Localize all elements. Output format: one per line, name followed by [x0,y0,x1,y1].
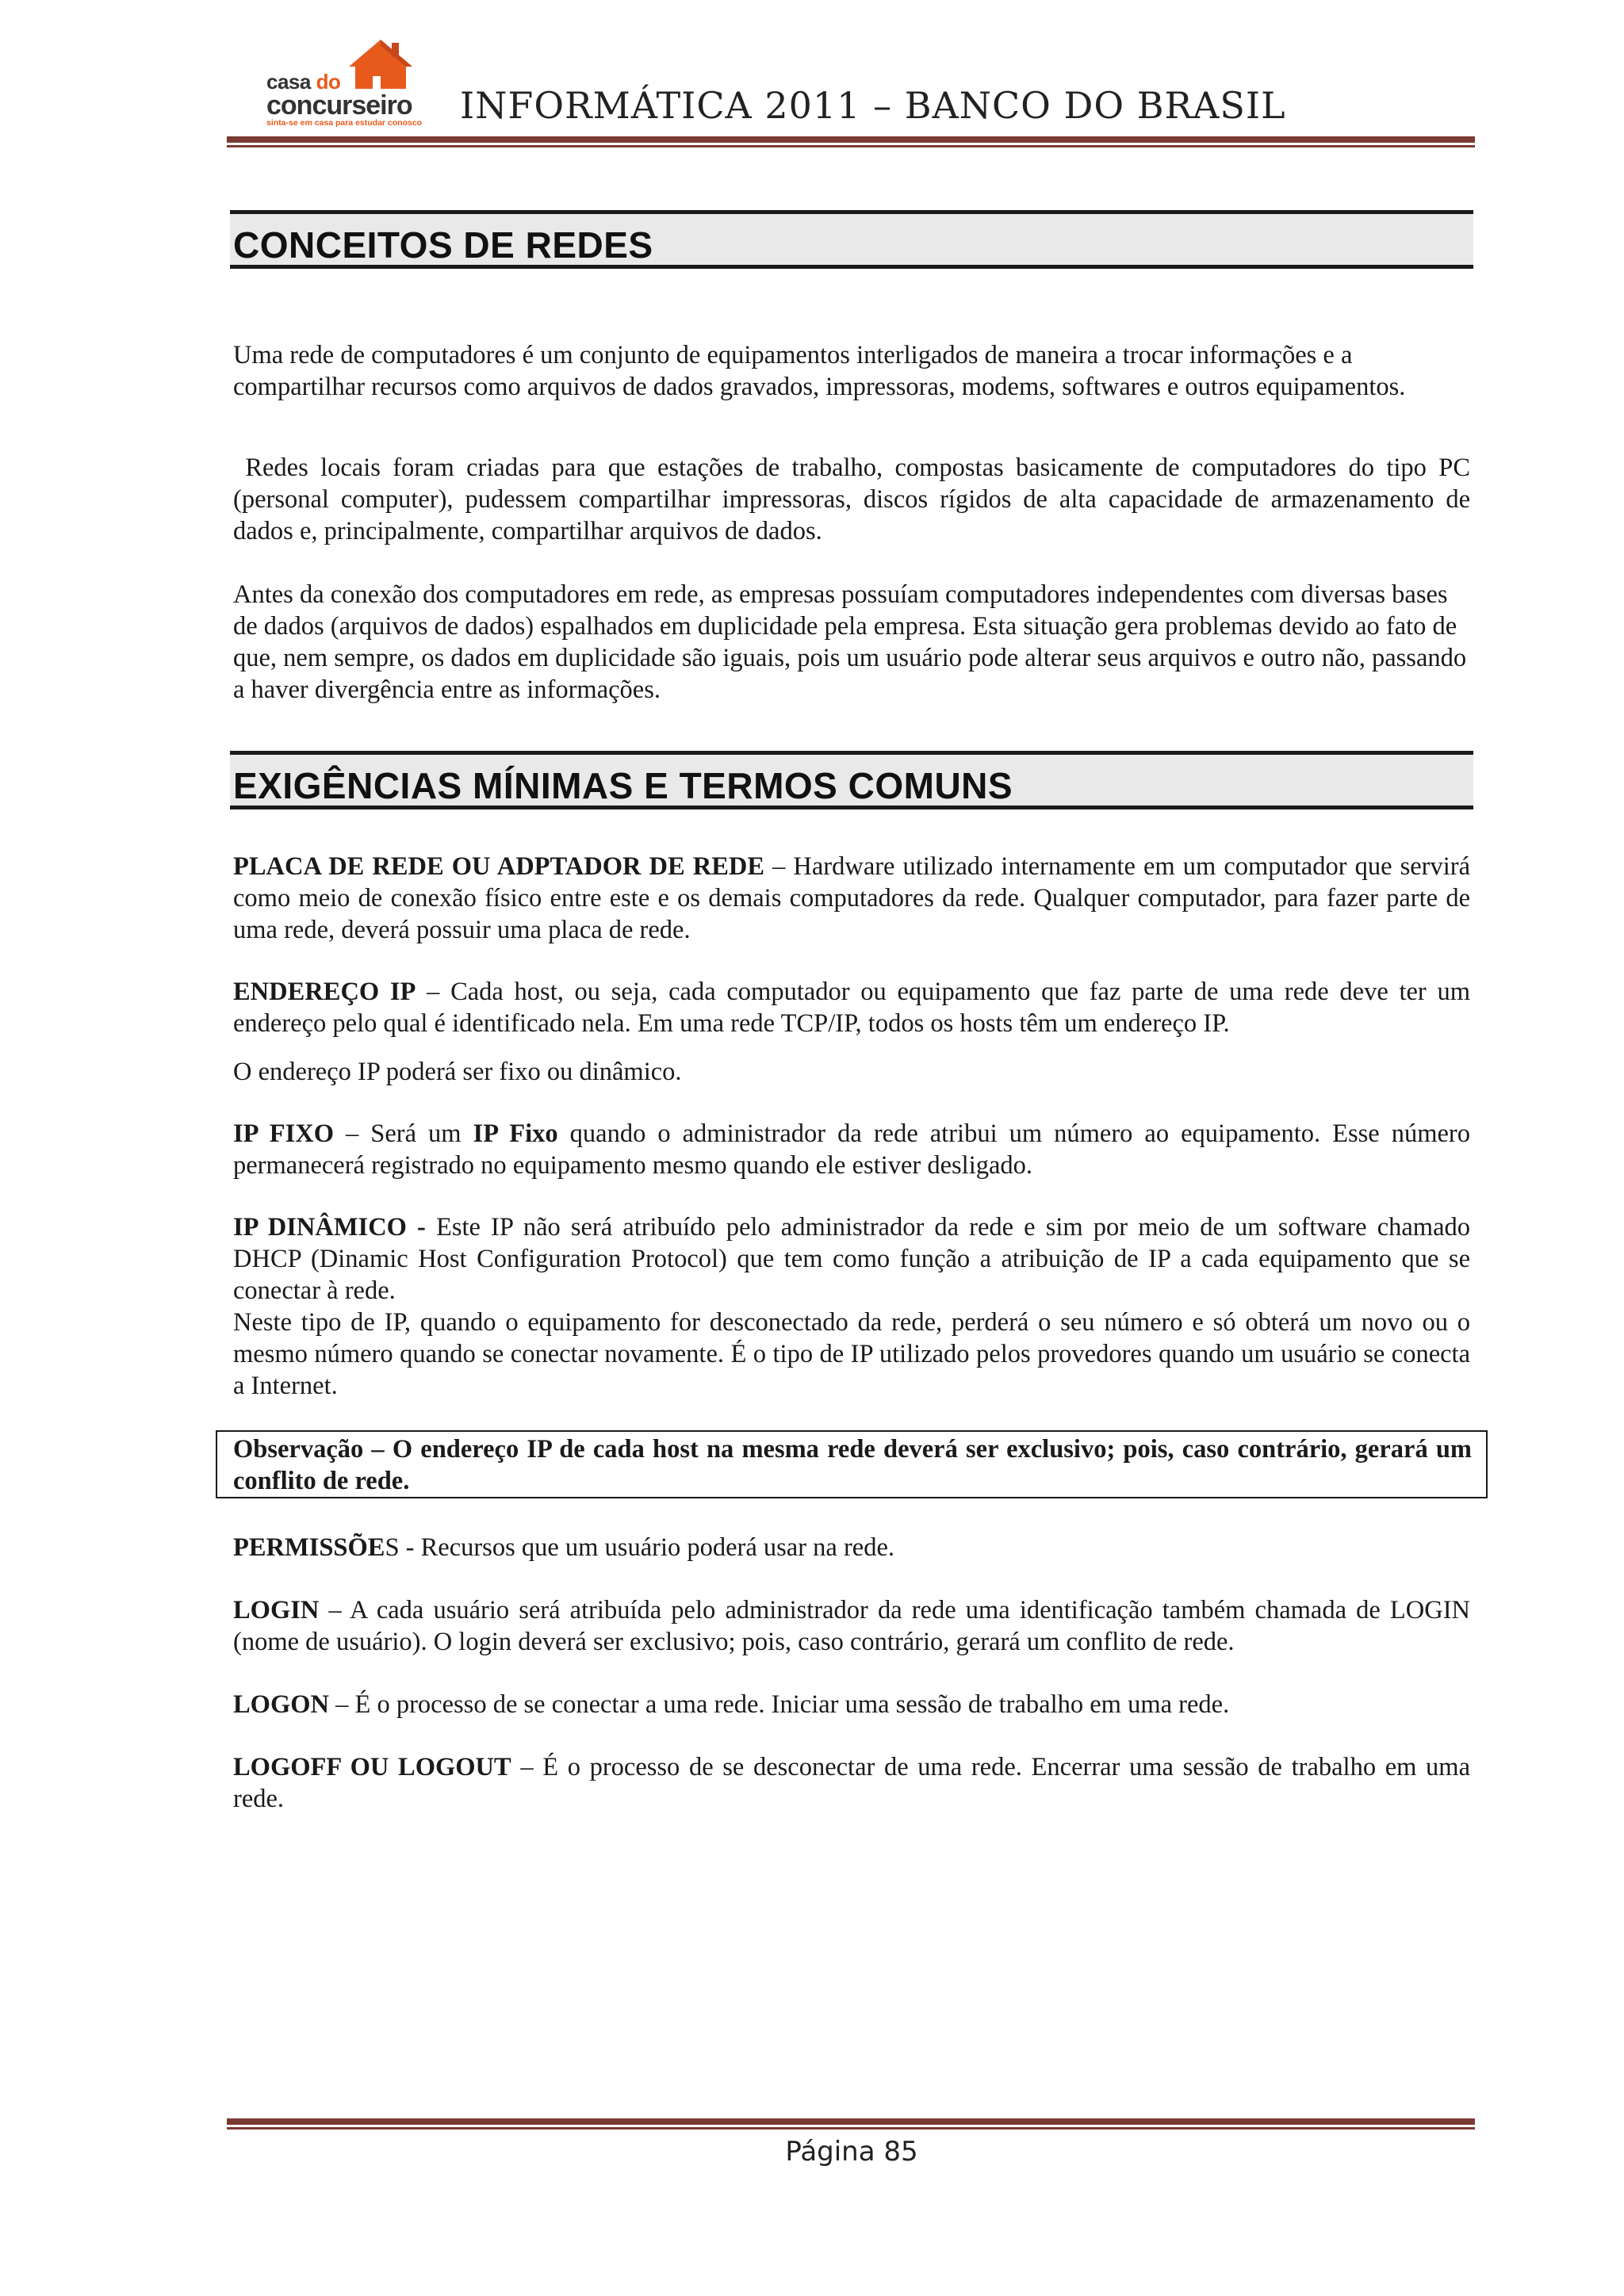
observation-text: Observação – O endereço IP de cada host na mesma rede deverá ser exclusivo; pois, caso contrário, gerará um conflito de rede. [233,1435,1472,1495]
term-label: LOGIN [233,1596,320,1624]
term-description: Este IP não será atribuído pelo administrador da rede e sim por meio de um software chamado DHCP (Dinamic Host Configuration Protocol) que tem como função a atribuição de IP a cada equipamento que se conectar à rede. [233,1213,1470,1305]
term-description: – É o processo de se desconectar de uma rede. Encerrar uma sessão de trabalho em uma rede. [233,1753,1470,1813]
logo-concurseiro-text: concurseiro [266,90,412,121]
header-rule [227,136,1475,143]
footer-rule [227,2118,1475,2125]
term-ip-fixo [233,1118,1470,1181]
section-heading-exigencias [230,751,1473,809]
term-login [233,1594,1470,1658]
paragraph: Antes da conexão dos computadores em rede, as empresas possuíam computadores independentes com diversas bases de dados (arquivos de dados) espalhados em duplicidade pela empresa. Esta situação gera problemas devido ao fato de que, nem sempre, os dados em duplicidade são iguais, pois um usuário pode alterar seus arquivos e outro não, passando a haver divergência entre as informações. [233,580,1467,704]
term-label: LOGON [233,1690,329,1719]
logo-tagline: sinta-se em casa para estudar conosco [266,118,423,128]
header-rule-thin [227,145,1475,147]
casa-do-concurseiro-logo [266,36,423,128]
house-icon [346,36,412,92]
inline-bold-term: IP Fixo [473,1119,558,1148]
paragraph: Redes locais foram criadas para que estações de trabalho, compostas basicamente de computadores do tipo PC (personal computer), pudessem compartilhar impressoras, discos rígidos de alta capacidade de armazenamento de dados e, principalmente, compartilhar arquivos de dados. [233,453,1477,545]
paragraph: Neste tipo de IP, quando o equipamento for desconectado da rede, perderá o seu número e só obterá um novo ou o mesmo número quando se conectar novamente. É o tipo de IP utilizado pelos provedores quando um usuário se conecta a Internet. [233,1308,1470,1400]
term-description: – Cada host, ou seja, cada computador ou equipamento que faz parte de uma rede deve ter um endereço pelo qual é identificado nela. Em uma rede TCP/IP, todos os hosts têm um endereço IP. [233,978,1470,1038]
term-label: IP DINÂMICO - [233,1213,426,1242]
term-description: – Hardware utilizado internamente em um computador que servirá como meio de conexão físico entre este e os demais computadores da rede. Qualquer computador, para fazer parte de uma rede, deverá possuir uma placa de rede. [233,852,1470,944]
footer-rule-thin [227,2127,1475,2130]
observation-box [216,1430,1488,1498]
section-title: CONCEITOS DE REDES [233,224,653,266]
paragraph: Uma rede de computadores é um conjunto de equipamentos interligados de maneira a trocar informações e a compartilhar recursos como arquivos de dados gravados, impressoras, modems, softwares e outros equipamentos. [233,341,1406,401]
term-description: S - Recursos que um usuário poderá usar na rede. [385,1533,895,1562]
term-label: IP FIXO [233,1119,334,1148]
term-placa-de-rede [233,851,1470,946]
logo-casa-text: casa do [266,70,341,94]
paragraph: O endereço IP poderá ser fixo ou dinâmico. [233,1058,682,1086]
term-logoff [233,1751,1470,1815]
page-header-title: INFORMÁTICA 2011 – BANCO DO BRASIL [460,84,1286,127]
section-title: EXIGÊNCIAS MÍNIMAS E TERMOS COMUNS [233,765,1013,806]
term-endereco-ip [233,976,1470,1039]
term-label: LOGOFF OU LOGOUT [233,1753,511,1781]
term-logon [233,1689,1470,1720]
term-description-cont: quando o administrador da rede atribui um número ao equipamento. Esse número permanecerá registrado no equipamento mesmo quando ele estiver desligado. [233,1119,1470,1180]
term-description: – Será um [333,1119,473,1148]
term-description: – A cada usuário será atribuída pelo administrador da rede uma identificação também chamada de LOGIN (nome de usuário). O login deverá ser exclusivo; pois, caso contrário, gerará um conflito de rede. [233,1596,1470,1656]
term-label: PLACA DE REDE OU ADPTADOR DE REDE [233,852,765,881]
page-number: Página 85 [785,2136,918,2168]
term-label: PERMISSÕE [233,1533,385,1562]
term-permissoes [233,1532,1470,1563]
term-label: ENDEREÇO IP [233,978,416,1006]
term-description: – É o processo de se conectar a uma rede. Iniciar uma sessão de trabalho em uma rede. [329,1690,1230,1719]
term-ip-dinamico [233,1211,1470,1307]
section-heading-conceitos [230,210,1473,269]
